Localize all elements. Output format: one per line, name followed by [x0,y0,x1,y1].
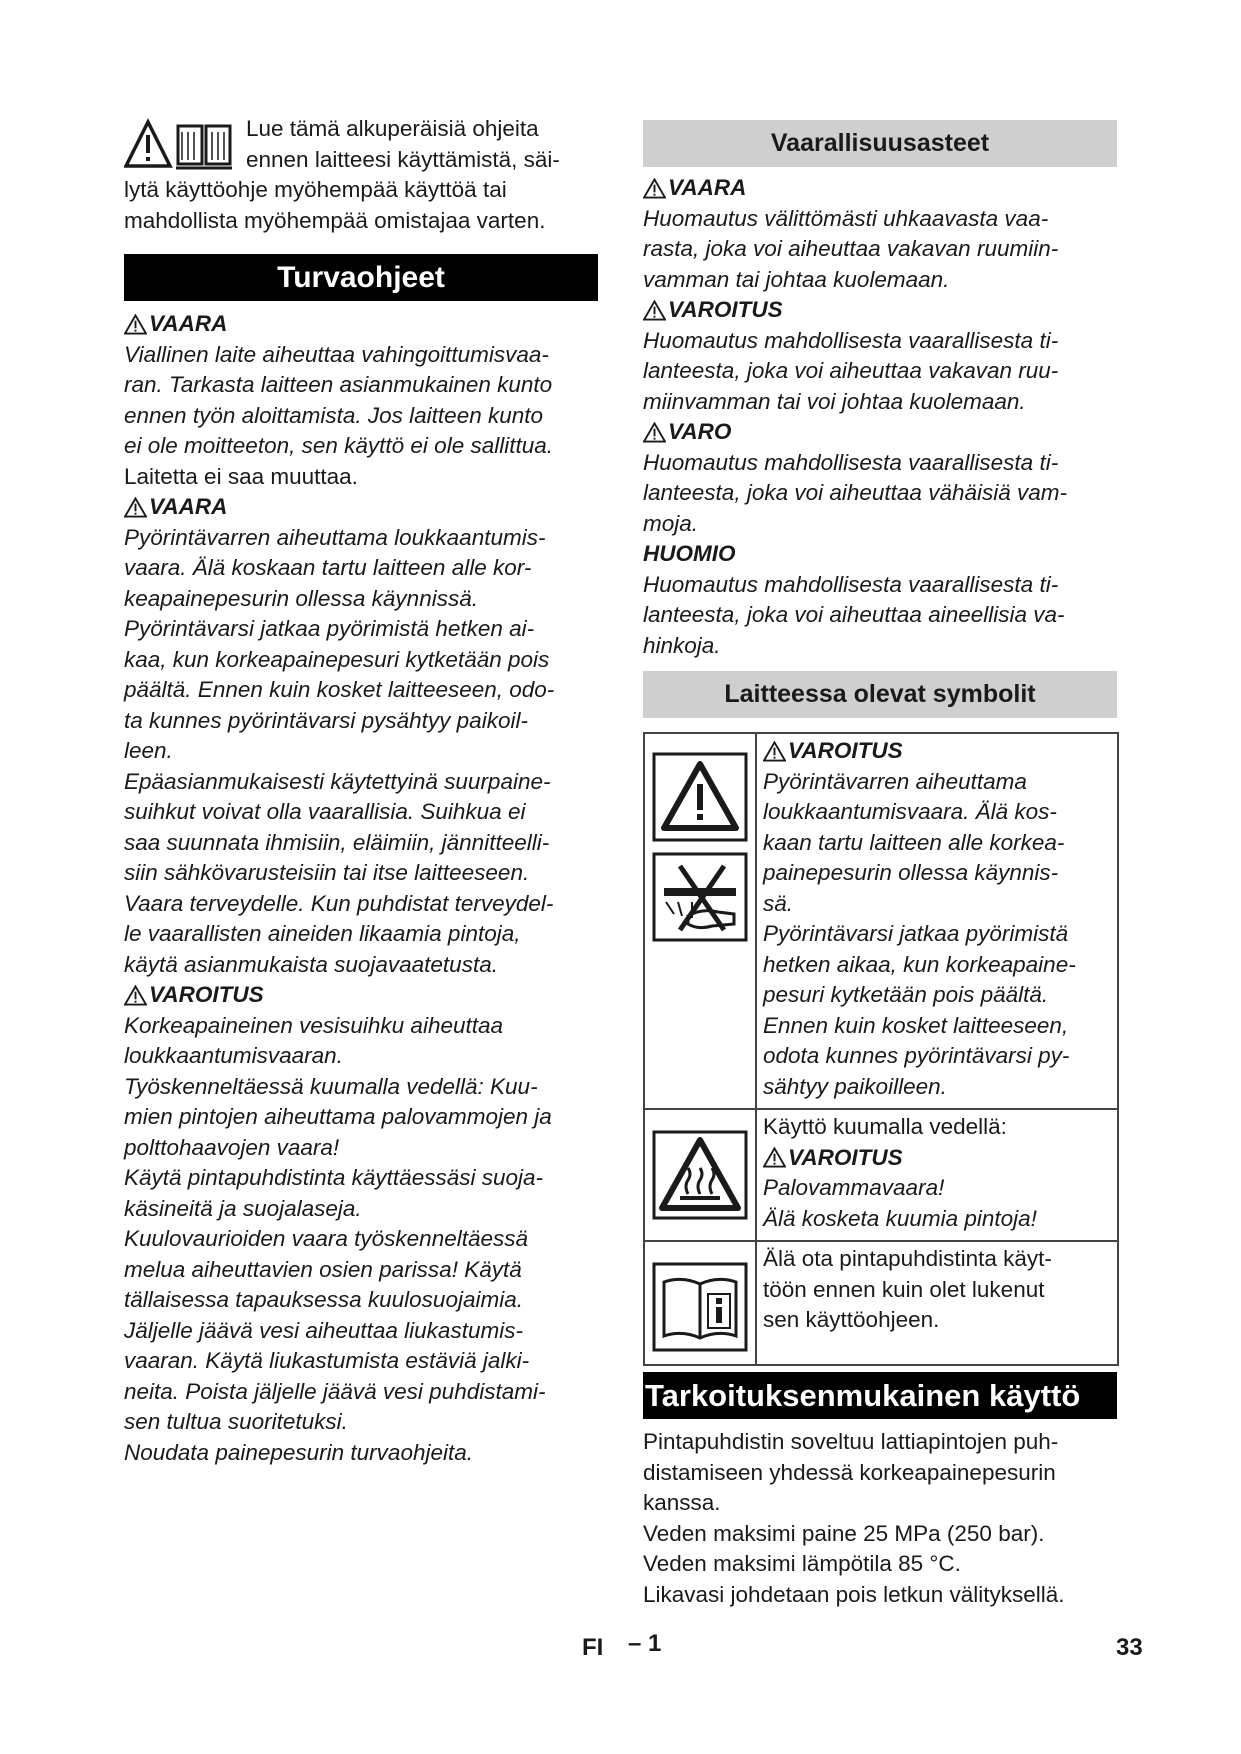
symbols-row [645,734,1117,1108]
symbols-row [645,1108,1117,1240]
section-title-hazard-levels: Vaarallisuusasteet [643,120,1117,167]
text-line: Likavasi johdetaan pois letkun välityksellä. [643,1581,1065,1607]
text-line: lanteesta, joka voi aiheuttaa vakavan ruu- [643,358,1059,383]
text-line: Huomautus mahdollisesta vaarallisesta ti- [643,449,1059,475]
text-line: Pintapuhdistin soveltuu lattiapintojen puh- [643,1429,1059,1454]
text-line: Työskenneltäessä kuumalla vedellä: Kuu- [124,1073,538,1099]
text-line: neita. Poista jäljelle jäävä vesi puhdistami- [124,1378,546,1404]
text-line: Kuulovaurioiden vaara työskenneltäessä [124,1226,529,1251]
text-line: Pyörintävarren aiheuttama loukkaantumis- [124,524,546,550]
text-line: distamiseen yhdessä korkeapainepesurin [643,1459,1056,1485]
text-line: lanteesta, joka voi aiheuttaa vähäisiä vam- [643,480,1067,505]
hot-surface-icon [652,1130,748,1220]
warning-label: VAARA [124,492,598,523]
text-line: tällaisessa tapauksessa kuulosuojaimia. [124,1287,523,1312]
text-line: kaa, kun korkeapainepesuri kytketään pois [124,646,550,672]
symbol-cell [645,734,757,1108]
text-line: sen käyttöohjeen. [763,1307,940,1332]
text-line: käsineitä ja suojalaseja. [124,1195,362,1221]
text-line: Huomautus mahdollisesta vaarallisesta ti- [643,571,1059,597]
warning-triangle-icon [643,178,666,199]
text-line: ennen työn aloittamista. Jos laitteen kunto [124,402,544,428]
text-line: hetken aikaa, kun korkeapaine- [763,951,1076,977]
text-line: käytä asianmukaista suojavaatetusta. [124,951,498,977]
text-line: Pyörintävarsi jatkaa pyörimistä hetken ai- [124,616,535,641]
warning-triangle-icon [124,314,147,335]
warning-triangle-icon [643,422,666,443]
text-line: sen tultua suoritetuksi. [124,1409,348,1434]
intro-block [124,114,598,236]
intro-line-3: lytä käyttöohje myöhempää käyttöä tai [124,177,507,202]
notice-label: HUOMIO [643,541,736,566]
text-line: melua aiheuttavien osien parissa! Käytä [124,1256,522,1282]
text-line: keapainepesurin ollessa käynnissä. [124,585,478,611]
text-line: Huomautus mahdollisesta vaarallisesta ti- [643,327,1059,353]
text-line: Veden maksimi paine 25 MPa (250 bar). [643,1520,1045,1546]
symbol-description [757,1242,1056,1364]
footer-language: FI [582,1634,604,1661]
warning-triangle-icon [763,1147,786,1168]
symbol-cell [645,1110,757,1240]
text-line: Älä kosketa kuumia pintoja! [763,1205,1037,1231]
symbol-cell [645,1242,757,1364]
right-column [643,120,1117,1610]
text-line: Älä ota pintapuhdistinta käyt- [763,1246,1052,1271]
intro-line-1: Lue tämä alkuperäisiä ohjeita [246,116,539,141]
text-line: päältä. Ennen kuin kosket laitteeseen, odo- [124,677,555,702]
warning-label: VAROITUS [643,295,1117,326]
text-line: Korkeapaineinen vesisuihku aiheuttaa [124,1012,504,1038]
text-line: suihkut voivat olla vaarallisia. Suihkua ei [124,799,526,824]
warning-sign-icon [652,752,748,842]
text-line: Noudata painepesurin turvaohjeita. [124,1439,473,1465]
no-hand-under-device-icon [652,852,748,942]
symbol-description [757,1110,1041,1240]
text-line: kanssa. [643,1490,721,1515]
text-line: Vaara terveydelle. Kun puhdistat terveydel- [124,890,554,916]
footer-page-number: 33 [1116,1634,1143,1661]
text-line: Huomautus välittömästi uhkaavasta vaa- [643,205,1049,231]
text-line: le vaarallisten aineiden likaamia pintoja, [124,921,521,946]
text-line: lanteesta, joka voi aiheuttaa aineellisia va- [643,602,1065,627]
warning-label: VAROITUS [763,1143,1037,1174]
text-line: Epäasianmukaisesti käytettyinä suurpaine- [124,768,551,794]
intro-line-2: ennen laitteesi käyttämistä, säi- [246,146,560,172]
text-line: sähtyy paikoilleen. [763,1073,947,1099]
text-line: loukkaantumisvaaran. [124,1043,343,1068]
warning-label: VAROITUS [763,736,1076,767]
warning-triangle-icon [124,497,147,518]
text-line: leen. [124,738,173,763]
text-line: Veden maksimi lämpötila 85 °C. [643,1551,961,1576]
text-line: Laitetta ei saa muuttaa. [124,463,358,489]
text-line: odota kunnes pyörintävarsi py- [763,1043,1070,1068]
read-manual-icon [652,1262,748,1352]
warning-triangle-icon [124,985,147,1006]
text-line: hinkoja. [643,632,721,658]
warning-triangle-icon [763,741,786,762]
text-line: rasta, joka voi aiheuttaa vakavan ruumiin- [643,236,1059,261]
symbols-row [645,1240,1117,1364]
intro-line-4: mahdollista myöhempää omistajaa varten. [124,207,546,233]
text-line: töön ennen kuin olet lukenut [763,1276,1045,1302]
text-line: kaan tartu laitteen alle korkea- [763,829,1065,855]
text-line: pesuri kytketään pois päältä. [763,982,1049,1007]
text-line: sä. [763,890,794,916]
section-title-intended-use: Tarkoituksenmukainen käyttö [643,1372,1117,1419]
text-line: Jäljelle jäävä vesi aiheuttaa liukastumis- [124,1317,523,1343]
text-line: Pyörintävarren aiheuttama [763,768,1027,794]
text-line: ran. Tarkasta laitteen asianmukainen kunto [124,372,553,397]
text-line: saa suunnata ihmisiin, eläimiin, jännitteelli- [124,829,550,855]
footer-page-label: – 1 [628,1630,662,1657]
text-line: Käytä pintapuhdistinta käyttäessäsi suoja- [124,1165,543,1190]
warning-label: VAARA [643,173,1117,204]
left-column [124,114,598,1468]
text-line: moja. [643,510,699,536]
section-title-symbols: Laitteessa olevat symbolit [643,671,1117,718]
warning-label: VAROITUS [124,980,598,1011]
text-line: Viallinen laite aiheuttaa vahingoittumisvaa- [124,341,549,367]
text-line: ei ole moitteeton, sen käyttö ei ole sallittua. [124,433,553,458]
section-title-safety: Turvaohjeet [124,254,598,301]
text-line: siin sähkövarusteisiin tai itse laitteeseen. [124,860,530,885]
text-line: Palovammavaara! [763,1175,945,1200]
text-line: vaara. Älä koskaan tartu laitteen alle kor- [124,555,532,580]
text-line: Käyttö kuumalla vedellä: [763,1114,1007,1139]
text-line: miinvamman tai voi johtaa kuolemaan. [643,388,1026,414]
text-line: painepesurin ollessa käynnis- [763,860,1059,885]
text-line: polttohaavojen vaara! [124,1134,340,1160]
text-line: Pyörintävarsi jatkaa pyörimistä [763,921,1069,946]
text-line: mien pintojen aiheuttama palovammojen ja [124,1104,552,1129]
symbol-description [757,734,1080,1108]
warning-label: VARO [643,417,1117,448]
warning-manual-icon [124,118,236,172]
warning-triangle-icon [643,300,666,321]
text-line: vamman tai johtaa kuolemaan. [643,266,950,292]
text-line: vaaran. Käytä liukastumista estäviä jalki- [124,1348,530,1373]
text-line: ta kunnes pyörintävarsi pysähtyy paikoil- [124,707,528,733]
warning-label: VAARA [124,309,598,340]
text-line: loukkaantumisvaara. Älä kos- [763,799,1057,824]
symbols-table [643,732,1119,1366]
text-line: Ennen kuin kosket laitteeseen, [763,1012,1069,1038]
